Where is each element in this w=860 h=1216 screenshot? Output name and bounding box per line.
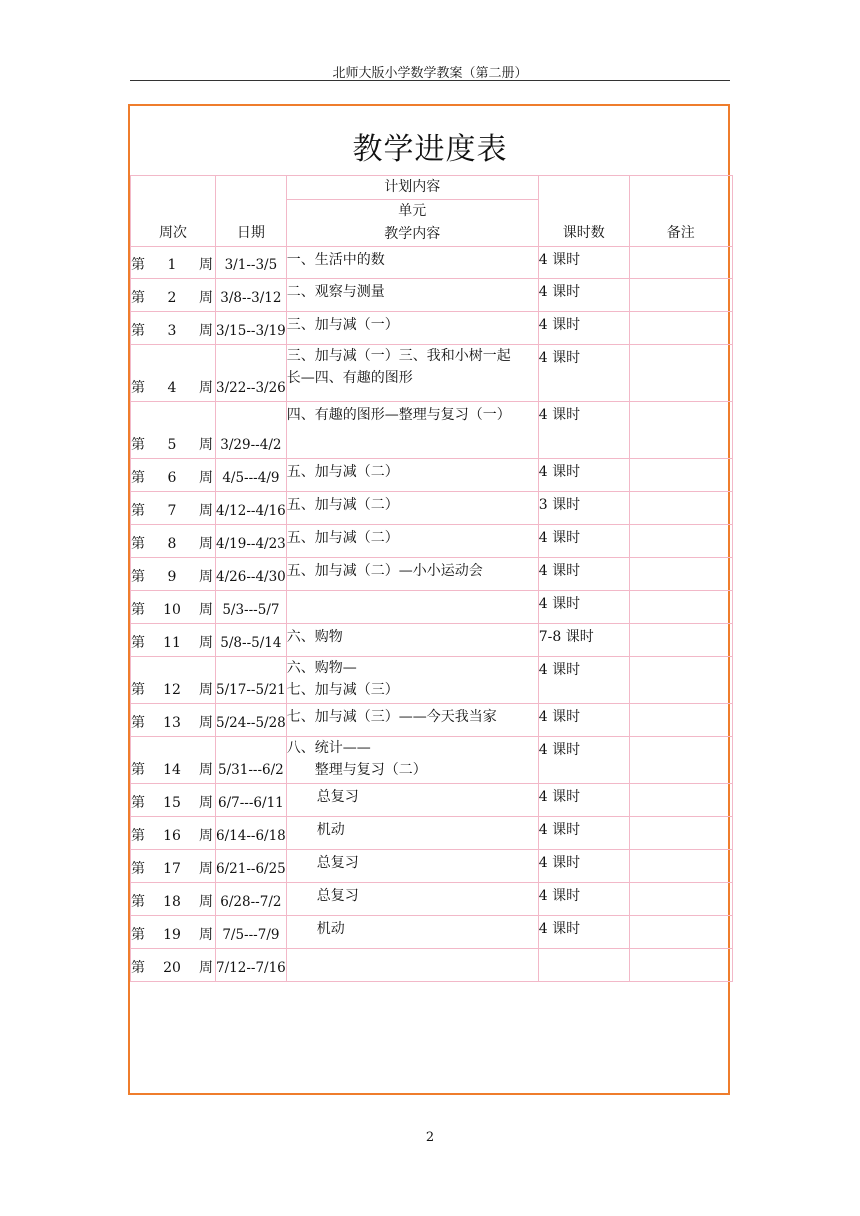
week-part: 周 [198,894,213,910]
week-cell [131,883,216,916]
content-cell [286,817,538,850]
table-row [131,558,733,591]
content-line: 总复习 [316,789,359,805]
week-part: 2 [167,290,177,306]
date-cell: 6/7---6/11 [216,784,287,817]
content-cell [286,624,538,657]
table-row [131,402,733,459]
col-unit: 单元 [286,200,538,223]
content-line-2: 长—四、有趣的图形 [286,370,413,386]
page-number: 2 [425,1130,435,1145]
hours-cell: 4 课时 [538,850,629,883]
week-part: 18 [163,894,181,910]
date-cell: 3/8--3/12 [216,279,287,312]
hours-cell: 4 课时 [538,737,629,784]
date-cell: 4/12--4/16 [216,492,287,525]
notes-cell [629,525,732,558]
week-part: 第 [131,602,145,618]
col-hours: 课时数 [538,176,629,247]
hours-cell: 4 课时 [538,459,629,492]
table-row [131,247,733,279]
notes-cell [629,345,732,402]
notes-cell [629,737,732,784]
hours-cell: 4 课时 [538,558,629,591]
week-part: 6 [167,470,177,486]
table-row [131,850,733,883]
schedule-table [130,175,733,982]
table-row [131,657,733,704]
content-cell [286,591,538,624]
week-cell [131,279,216,312]
date-cell: 4/26--4/30 [216,558,287,591]
content-line: 五、加与减（二） [286,530,399,546]
content-line: 六、购物— [286,660,357,676]
week-part: 第 [131,762,145,778]
content-line: 机动 [316,921,345,937]
content-line: 机动 [316,822,345,838]
week-part: 周 [198,927,213,943]
week-cell [131,525,216,558]
date-cell: 5/31---6/2 [216,737,287,784]
content-line: 总复习 [316,855,359,871]
table-row [131,492,733,525]
week-part: 周 [198,470,213,486]
content-cell [286,850,538,883]
week-part: 4 [167,380,177,396]
content-line: 二、观察与测量 [286,284,385,300]
notes-cell [629,591,732,624]
content-cell [286,704,538,737]
date-cell: 3/29--4/2 [216,402,287,459]
week-part: 第 [131,503,145,519]
week-part: 9 [167,569,177,585]
week-part: 第 [131,861,145,877]
hours-cell: 4 课时 [538,402,629,459]
hours-cell: 4 课时 [538,591,629,624]
week-part: 20 [163,960,181,976]
col-notes: 备注 [629,176,732,247]
table-row [131,883,733,916]
notes-cell [629,459,732,492]
week-part: 周 [198,536,213,552]
week-part: 第 [131,927,145,943]
week-part: 周 [198,602,213,618]
table-row [131,525,733,558]
content-cell [286,492,538,525]
content-line-2: 整理与复习（二） [314,762,427,778]
content-cell [286,883,538,916]
week-part: 12 [163,682,181,698]
content-line: 三、加与减（一） [286,317,399,333]
week-cell [131,737,216,784]
table-row [131,949,733,982]
table-row [131,459,733,492]
week-part: 19 [163,927,181,943]
date-cell: 7/12--7/16 [216,949,287,982]
date-cell: 6/28--7/2 [216,883,287,916]
week-cell [131,850,216,883]
hours-cell: 4 课时 [538,345,629,402]
week-part: 第 [131,682,145,698]
week-part: 周 [198,795,213,811]
table-row [131,737,733,784]
date-cell: 3/22--3/26 [216,345,287,402]
table-row [131,817,733,850]
week-cell [131,459,216,492]
notes-cell [629,704,732,737]
content-cell [286,279,538,312]
content-cell [286,525,538,558]
notes-cell [629,312,732,345]
hours-cell: 4 课时 [538,784,629,817]
date-cell: 6/14--6/18 [216,817,287,850]
week-cell [131,916,216,949]
col-week: 周次 [131,176,216,247]
date-cell: 6/21--6/25 [216,850,287,883]
week-part: 周 [198,323,213,339]
week-part: 第 [131,894,145,910]
notes-cell [629,850,732,883]
notes-cell [629,784,732,817]
week-part: 5 [167,437,177,453]
week-part: 周 [198,257,213,273]
week-cell [131,817,216,850]
week-part: 14 [163,762,181,778]
content-line: 八、统计—— [286,740,371,756]
week-part: 第 [131,437,145,453]
week-cell [131,492,216,525]
col-date: 日期 [216,176,287,247]
week-cell [131,247,216,279]
week-cell [131,949,216,982]
week-cell [131,402,216,459]
content-cell [286,345,538,402]
table-row [131,591,733,624]
content-cell [286,657,538,704]
table-row [131,279,733,312]
hours-cell: 4 课时 [538,279,629,312]
week-part: 第 [131,795,145,811]
hours-cell [538,949,629,982]
notes-cell [629,492,732,525]
week-part: 第 [131,828,145,844]
content-cell [286,459,538,492]
week-part: 11 [163,635,181,651]
week-part: 周 [198,861,213,877]
week-part: 17 [163,861,181,877]
hours-cell: 4 课时 [538,247,629,279]
date-cell: 4/19--4/23 [216,525,287,558]
date-cell: 7/5---7/9 [216,916,287,949]
content-line: 三、加与减（一）三、我和小树一起 [286,348,511,364]
hours-cell: 4 课时 [538,916,629,949]
notes-cell [629,817,732,850]
week-part: 第 [131,290,145,306]
content-cell [286,784,538,817]
week-part: 第 [131,323,145,339]
date-cell: 5/17--5/21 [216,657,287,704]
week-part: 周 [198,715,213,731]
content-cell [286,312,538,345]
notes-cell [629,883,732,916]
content-cell [286,916,538,949]
date-cell: 3/15--3/19 [216,312,287,345]
col-plan: 计划内容 [286,176,538,200]
hours-cell: 4 课时 [538,525,629,558]
date-cell: 5/8--5/14 [216,624,287,657]
notes-cell [629,624,732,657]
week-part: 第 [131,536,145,552]
week-part: 1 [167,257,177,273]
content-line-2: 七、加与减（三） [286,682,399,698]
week-cell [131,704,216,737]
week-part: 周 [198,437,213,453]
week-part: 第 [131,960,145,976]
table-row [131,704,733,737]
page-title: 教学进度表 [352,132,508,167]
content-line: 一、生活中的数 [286,252,385,268]
content-cell [286,247,538,279]
week-part: 3 [167,323,177,339]
notes-cell [629,279,732,312]
content-cell [286,949,538,982]
week-part: 周 [198,503,213,519]
content-line: 总复习 [316,888,359,904]
hours-cell: 4 课时 [538,312,629,345]
notes-cell [629,402,732,459]
week-part: 第 [131,715,145,731]
week-part: 周 [198,635,213,651]
week-cell [131,591,216,624]
week-part: 周 [198,828,213,844]
hours-cell: 4 课时 [538,817,629,850]
week-part: 第 [131,257,145,273]
week-cell [131,312,216,345]
week-part: 周 [198,380,213,396]
notes-cell [629,916,732,949]
week-part: 10 [163,602,181,618]
week-part: 第 [131,635,145,651]
week-part: 周 [198,960,213,976]
week-part: 7 [167,503,177,519]
week-part: 13 [163,715,181,731]
table-row [131,624,733,657]
col-content: 教学内容 [286,223,538,247]
hours-cell: 7-8 课时 [538,624,629,657]
date-cell: 5/3---5/7 [216,591,287,624]
week-part: 周 [198,682,213,698]
content-line: 五、加与减（二） [286,497,399,513]
table-row [131,312,733,345]
header-rule [130,80,730,81]
week-part: 周 [198,762,213,778]
notes-cell [629,247,732,279]
week-cell [131,784,216,817]
date-cell: 3/1--3/5 [216,247,287,279]
hours-cell: 3 课时 [538,492,629,525]
content-line: 五、加与减（二）—小小运动会 [286,563,483,579]
header-row [131,176,733,200]
week-cell [131,345,216,402]
notes-cell [629,558,732,591]
week-part: 8 [167,536,177,552]
table-row [131,345,733,402]
content-cell [286,402,538,459]
hours-cell: 4 课时 [538,657,629,704]
week-cell [131,558,216,591]
date-cell: 4/5---4/9 [216,459,287,492]
content-line: 五、加与减（二） [286,464,399,480]
notes-cell [629,949,732,982]
table-row [131,916,733,949]
content-line: 四、有趣的图形—整理与复习（一） [286,407,511,423]
week-cell [131,624,216,657]
date-cell: 5/24--5/28 [216,704,287,737]
week-part: 第 [131,470,145,486]
content-line: 七、加与减（三）——今天我当家 [286,709,497,725]
content-cell [286,558,538,591]
notes-cell [629,657,732,704]
table-row [131,784,733,817]
week-part: 周 [198,290,213,306]
hours-cell: 4 课时 [538,704,629,737]
week-cell [131,657,216,704]
week-part: 第 [131,569,145,585]
week-part: 16 [163,828,181,844]
page-header: 北师大版小学数学教案（第二册） [332,66,528,81]
week-part: 15 [163,795,181,811]
week-part: 周 [198,569,213,585]
hours-cell: 4 课时 [538,883,629,916]
content-line: 六、购物 [286,629,343,645]
content-cell [286,737,538,784]
week-part: 第 [131,380,145,396]
